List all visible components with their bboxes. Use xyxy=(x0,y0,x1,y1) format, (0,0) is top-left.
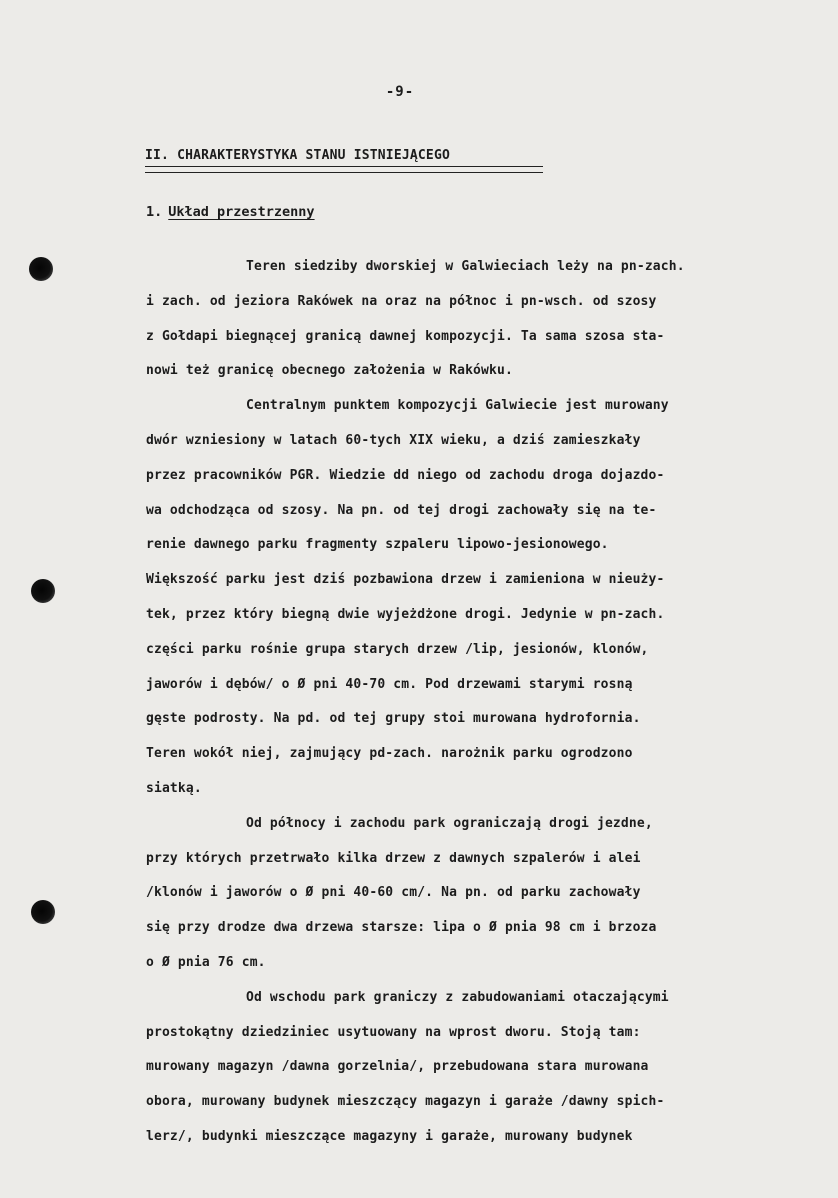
text-line: gęste podrosty. Na pd. od tej grupy stoi murowana hydrofornia. xyxy=(146,711,641,727)
text-line: Teren siedziby dworskiej w Galwieciach leży na pn-zach. xyxy=(246,259,685,274)
subsection-number: 1. xyxy=(146,204,163,220)
text-line: z Gołdapi biegnącej granicą dawnej kompozycji. Ta sama szosa sta- xyxy=(146,328,665,344)
text-line: obora, murowany budynek mieszczący magazyn i garaże /dawny spich- xyxy=(146,1094,665,1110)
text-line: murowany magazyn /dawna gorzelnia/, przebudowana stara murowana xyxy=(146,1059,649,1075)
body-text xyxy=(146,256,814,1161)
text-line: o Ø pnia 76 cm. xyxy=(146,954,266,970)
text-line: przez pracowników PGR. Wiedzie dd niego od zachodu droga dojazdo- xyxy=(146,467,665,483)
text-line: dwór wzniesiony w latach 60-tych XIX wieku, a dziś zamieszkały xyxy=(146,432,641,448)
subsection-title: Układ przestrzenny xyxy=(168,204,315,220)
punch-hole-bottom xyxy=(31,900,55,924)
text-line: jaworów i dębów/ o Ø pni 40-70 cm. Pod drzewami starymi rosną xyxy=(146,676,633,692)
text-line: /klonów i jaworów o Ø pni 40-60 cm/. Na pn. od parku zachowały xyxy=(146,885,641,901)
text-line: się przy drodze dwa drzewa starsze: lipa o Ø pnia 98 cm i brzoza xyxy=(146,920,657,936)
text-line: i zach. od jeziora Rakówek na oraz na północ i pn-wsch. od szosy xyxy=(146,293,657,309)
section-heading-title: II. CHARAKTERYSTYKA STANU ISTNIEJĄCEGO xyxy=(145,148,451,163)
text-line: Od północy i zachodu park ograniczają drogi jezdne, xyxy=(246,815,653,831)
punch-hole-middle xyxy=(31,579,55,603)
page-number: -9- xyxy=(385,84,415,100)
text-line: części parku rośnie grupa starych drzew /lip, jesionów, klonów, xyxy=(146,641,649,657)
text-line: przy których przetrwało kilka drzew z dawnych szpalerów i alei xyxy=(146,850,641,866)
text-line: renie dawnego parku fragmenty szpaleru lipowo-jesionowego. xyxy=(146,537,609,553)
text-line: siatką. xyxy=(146,780,202,796)
text-line: Teren wokół niej, zajmujący pd-zach. narożnik parku ogrodzono xyxy=(146,746,633,762)
section-heading xyxy=(145,148,543,173)
punch-hole-top xyxy=(29,257,53,281)
text-line: lerz/, budynki mieszczące magazyny i garaże, murowany budynek xyxy=(146,1128,633,1144)
text-line: tek, przez który biegną dwie wyjeżdżone drogi. Jedynie w pn-zach. xyxy=(146,606,665,622)
text-line: Centralnym punktem kompozycji Galwiecie jest murowany xyxy=(246,398,669,414)
text-line: prostokątny dziedziniec usytuowany na wprost dworu. Stoją tam: xyxy=(146,1024,641,1040)
text-line: Od wschodu park graniczy z zabudowaniami otaczającymi xyxy=(246,989,669,1005)
subsection-heading xyxy=(146,204,315,220)
text-line: nowi też granicę obecnego założenia w Rakówku. xyxy=(146,363,513,379)
text-line: wa odchodząca od szosy. Na pn. od tej drogi zachowały się na te- xyxy=(146,502,657,518)
heading-double-underline xyxy=(145,166,543,173)
text-line: Większość parku jest dziś pozbawiona drzew i zamieniona w nieuży- xyxy=(146,572,665,588)
